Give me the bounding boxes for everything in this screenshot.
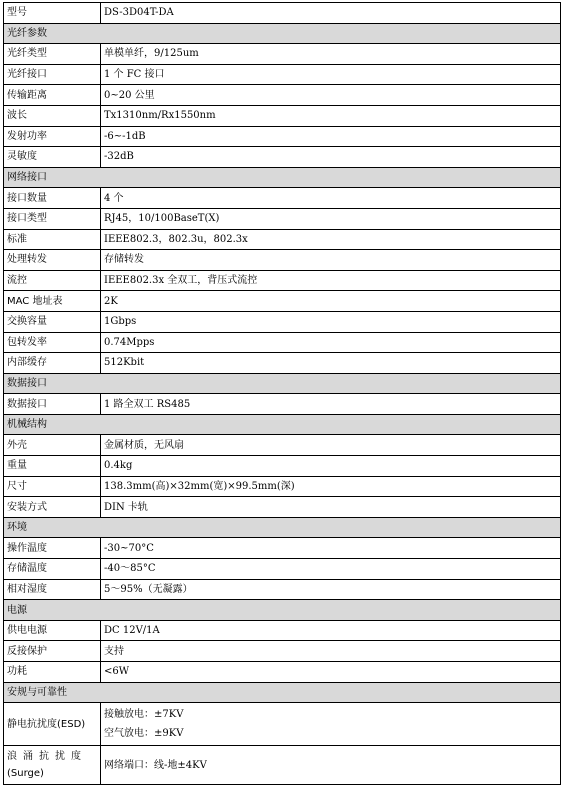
section-header	[4, 682, 561, 703]
spec-value: 2K	[101, 291, 561, 312]
spec-value: <6W	[101, 662, 561, 683]
section-title: 光纤参数	[4, 23, 561, 44]
spec-value: 0.4kg	[101, 456, 561, 477]
spec-row	[4, 620, 561, 641]
spec-row	[4, 311, 561, 332]
spec-row	[4, 579, 561, 600]
spec-value: DIN 卡轨	[101, 497, 561, 518]
spec-row	[4, 538, 561, 559]
spec-value: 1 路全双工 RS485	[101, 394, 561, 415]
spec-value: 0.74Mpps	[101, 332, 561, 353]
spec-value: 支持	[101, 641, 561, 662]
section-header	[4, 414, 561, 435]
spec-row	[4, 662, 561, 683]
section-header	[4, 600, 561, 621]
spec-label: 操作温度	[4, 538, 101, 559]
model-row	[4, 3, 561, 24]
spec-row	[4, 394, 561, 415]
spec-row	[4, 435, 561, 456]
spec-label: 相对湿度	[4, 579, 101, 600]
spec-label: 外壳	[4, 435, 101, 456]
section-title: 电源	[4, 600, 561, 621]
section-title: 网络接口	[4, 167, 561, 188]
spec-label: 发射功率	[4, 126, 101, 147]
spec-row	[4, 147, 561, 168]
spec-label: MAC 地址表	[4, 291, 101, 312]
spec-label: 传输距离	[4, 85, 101, 106]
spec-label: 交换容量	[4, 311, 101, 332]
esd-air: 空气放电：±9KV	[104, 728, 184, 740]
spec-value: -30~70°C	[101, 538, 561, 559]
esd-value	[101, 703, 561, 746]
section-header	[4, 167, 561, 188]
spec-label: 波长	[4, 105, 101, 126]
model-value: DS-3D04T-DA	[101, 3, 561, 24]
spec-value: 512Kbit	[101, 353, 561, 374]
spec-value: 138.3mm(高)×32mm(宽)×99.5mm(深)	[101, 476, 561, 497]
esd-contact: 接触放电：±7KV	[104, 709, 184, 721]
spec-label: 标准	[4, 229, 101, 250]
spec-row	[4, 270, 561, 291]
surge-label-line1: 浪涌抗扰度	[7, 751, 87, 763]
section-title: 数据接口	[4, 373, 561, 394]
spec-label: 存储温度	[4, 559, 101, 580]
surge-label	[4, 746, 101, 785]
spec-value: RJ45，10/100BaseT(X)	[101, 208, 561, 229]
spec-label: 接口数量	[4, 188, 101, 209]
spec-row	[4, 456, 561, 477]
spec-label: 处理转发	[4, 250, 101, 271]
surge-value: 网络端口：线-地±4KV	[101, 746, 561, 785]
esd-row	[4, 703, 561, 746]
spec-label: 流控	[4, 270, 101, 291]
section-title: 环境	[4, 517, 561, 538]
spec-label: 接口类型	[4, 208, 101, 229]
spec-row	[4, 476, 561, 497]
spec-label: 安装方式	[4, 497, 101, 518]
spec-value: IEEE802.3，802.3u，802.3x	[101, 229, 561, 250]
spec-label: 包转发率	[4, 332, 101, 353]
spec-value: 1Gbps	[101, 311, 561, 332]
spec-label: 光纤类型	[4, 44, 101, 65]
spec-value: 单模单纤，9/125um	[101, 44, 561, 65]
spec-row	[4, 85, 561, 106]
spec-value: -40～85°C	[101, 559, 561, 580]
spec-label: 光纤接口	[4, 64, 101, 85]
spec-value: 4 个	[101, 188, 561, 209]
spec-row	[4, 641, 561, 662]
spec-table	[3, 2, 561, 785]
spec-row	[4, 64, 561, 85]
spec-label: 功耗	[4, 662, 101, 683]
section-header	[4, 23, 561, 44]
section-header	[4, 373, 561, 394]
spec-label: 灵敏度	[4, 147, 101, 168]
spec-row	[4, 44, 561, 65]
section-header	[4, 517, 561, 538]
spec-value: 5～95%（无凝露）	[101, 579, 561, 600]
spec-row	[4, 497, 561, 518]
spec-value: Tx1310nm/Rx1550nm	[101, 105, 561, 126]
spec-row	[4, 291, 561, 312]
spec-value: DC 12V/1A	[101, 620, 561, 641]
model-label: 型号	[4, 3, 101, 24]
spec-label: 重量	[4, 456, 101, 477]
section-title: 安规与可靠性	[4, 682, 561, 703]
spec-row	[4, 126, 561, 147]
spec-row	[4, 208, 561, 229]
spec-table-body	[4, 3, 561, 683]
spec-value: -32dB	[101, 147, 561, 168]
section-title: 机械结构	[4, 414, 561, 435]
spec-label: 数据接口	[4, 394, 101, 415]
spec-row	[4, 353, 561, 374]
esd-label: 静电抗扰度(ESD)	[4, 703, 101, 746]
surge-label-line2: (Surge)	[7, 768, 44, 780]
spec-value: 金属材质，无风扇	[101, 435, 561, 456]
spec-row	[4, 188, 561, 209]
spec-value: 0~20 公里	[101, 85, 561, 106]
spec-row	[4, 229, 561, 250]
spec-row	[4, 332, 561, 353]
spec-value: IEEE802.3x 全双工，背压式流控	[101, 270, 561, 291]
surge-row	[4, 746, 561, 785]
spec-value: 存储转发	[101, 250, 561, 271]
spec-value: -6~-1dB	[101, 126, 561, 147]
spec-value: 1 个 FC 接口	[101, 64, 561, 85]
spec-label: 供电电源	[4, 620, 101, 641]
spec-label: 反接保护	[4, 641, 101, 662]
spec-row	[4, 105, 561, 126]
spec-row	[4, 250, 561, 271]
spec-row	[4, 559, 561, 580]
safety-section	[4, 682, 561, 785]
spec-label: 内部缓存	[4, 353, 101, 374]
spec-label: 尺寸	[4, 476, 101, 497]
